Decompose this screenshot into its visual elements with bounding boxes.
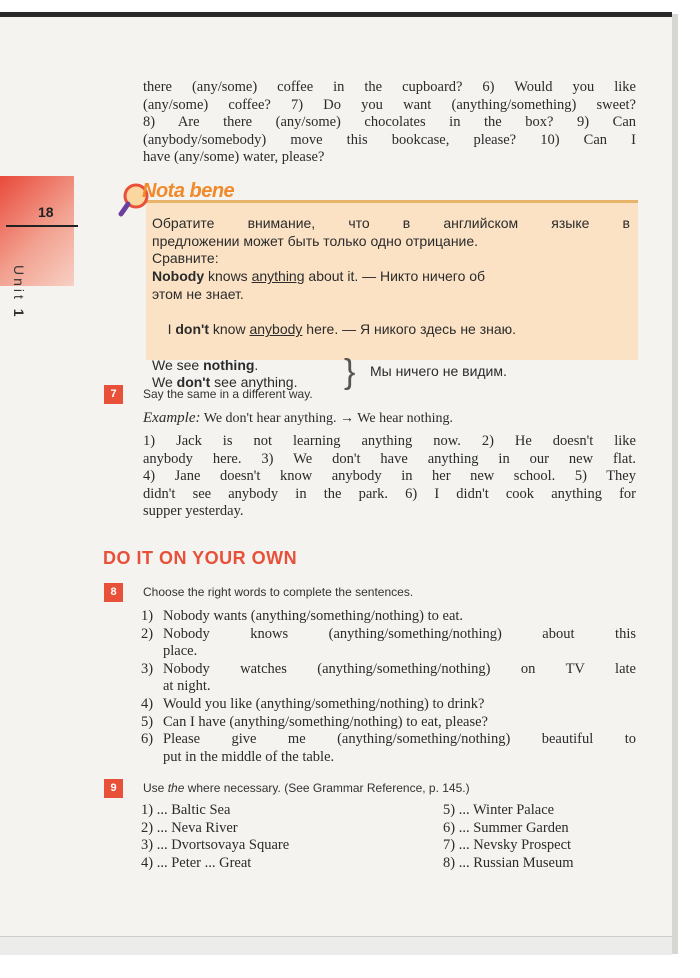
exercise-9-grid xyxy=(141,802,636,872)
text-line: have (any/some) water, please? xyxy=(143,149,325,165)
grid-row xyxy=(141,855,636,873)
exercise-8-list xyxy=(141,608,636,766)
word: внимание, xyxy=(247,215,316,231)
text: here. — Я никого здесь не знаю. xyxy=(302,321,517,338)
unit-number: 1 xyxy=(11,308,27,320)
brace-symbol: } xyxy=(344,352,356,391)
italic-word: the xyxy=(167,781,185,795)
text: I xyxy=(167,321,176,338)
text-line: didn't see anybody in the park. 6) I didn't cook anything for xyxy=(143,485,636,502)
item-number: 5) xyxy=(141,713,154,730)
text-line: there (any/some) coffee in the cupboard? 6) Would you like xyxy=(143,79,636,95)
text-line: (any/some) coffee? 7) Do you want (anything/something) sweet? xyxy=(143,96,636,113)
grid-item: 4) ... Peter ... Great xyxy=(141,854,252,871)
grid-row xyxy=(141,820,636,838)
exercise-8-instruction: Choose the right words to complete the sentences. xyxy=(143,585,414,599)
nota-bene-example-1-cont: этом не знает. xyxy=(152,285,244,302)
item-number: 2) xyxy=(141,625,154,642)
item-number: 1) xyxy=(141,608,154,624)
right-edge xyxy=(672,14,678,954)
word: английском xyxy=(443,215,519,231)
grid-item: 5) ... Winter Palace xyxy=(443,802,555,818)
side-tab-rule xyxy=(6,225,78,227)
item-text: Please give me (anything/something/nothing) beautiful to xyxy=(163,731,636,748)
bold-word: don't xyxy=(175,321,209,338)
text: Use xyxy=(143,781,168,795)
exercise-7-number: 7 xyxy=(104,385,123,404)
list-item-cont xyxy=(141,749,636,767)
underlined-word: anybody xyxy=(249,321,303,338)
example-label: Example: xyxy=(143,410,201,426)
grid-row xyxy=(141,837,636,855)
section-title: DO IT ON YOUR OWN xyxy=(103,548,298,568)
underlined-word: anything xyxy=(251,268,305,285)
grid-item: 7) ... Nevsky Prospect xyxy=(443,837,572,854)
grid-item: 1) ... Baltic Sea xyxy=(141,802,231,818)
bold-word: Nobody xyxy=(152,268,205,285)
nota-bene-line-2: предложении может быть только одно отрицание. xyxy=(152,232,479,249)
list-item xyxy=(141,626,636,644)
page-number: 18 xyxy=(38,204,54,220)
item-text: Nobody watches (anything/something/nothing) on TV late xyxy=(163,660,636,677)
top-edge xyxy=(0,12,672,17)
word: Обратите xyxy=(152,215,215,231)
grid-row xyxy=(141,802,636,820)
exercise-7-instruction: Say the same in a different way. xyxy=(143,387,313,401)
text: We see xyxy=(152,356,204,373)
list-item xyxy=(141,731,636,749)
text-line: 8) Are there (any/some) chocolates in the box? 9) Can xyxy=(143,114,636,130)
exercise-9-instruction xyxy=(143,781,470,795)
text: We xyxy=(152,374,177,391)
text-line: 4) Jane doesn't know anybody in her new school. 5) They xyxy=(143,468,636,484)
list-item xyxy=(141,714,636,732)
exercise-9-number: 9 xyxy=(104,779,123,798)
item-text-cont: put in the middle of the table. xyxy=(163,748,335,765)
grid-item: 6) ... Summer Garden xyxy=(443,819,569,836)
text: know xyxy=(209,321,250,338)
item-number: 4) xyxy=(141,695,154,712)
grid-item: 8) ... Russian Museum xyxy=(443,854,574,871)
text: see anything. xyxy=(210,374,298,391)
word: что xyxy=(348,215,370,231)
item-text: Nobody knows (anything/something/nothing) about this xyxy=(163,625,636,642)
text: where necessary. (See Grammar Reference, p. 145.) xyxy=(184,781,470,795)
nota-bene-box xyxy=(146,200,638,391)
exercise-8-number: 8 xyxy=(104,583,123,602)
exercise-7-example xyxy=(143,410,453,427)
bold-word: nothing xyxy=(203,356,255,373)
nota-bene-example-1 xyxy=(152,268,630,286)
text-line: supper yesterday. xyxy=(143,503,244,519)
unit-label xyxy=(11,265,27,320)
grid-item: 3) ... Dvortsovaya Square xyxy=(141,837,290,854)
text-line: anybody here. 3) We don't have anything in our new flat. xyxy=(143,450,636,467)
list-item xyxy=(141,608,636,626)
list-item xyxy=(141,661,636,679)
item-text: Can I have (anything/something/nothing) to eat, please? xyxy=(163,713,488,730)
text: about it. — Никто ничего об xyxy=(304,268,486,285)
item-text-cont: place. xyxy=(163,643,198,660)
nota-bene-translation: Мы ничего не видим. xyxy=(370,362,507,379)
word: в xyxy=(622,215,630,231)
text-line: (anybody/somebody) move this bookcase, please? 10) Can I xyxy=(143,131,636,148)
text-line: 1) Jack is not learning anything now. 2) He doesn't like xyxy=(143,433,636,449)
list-item-cont xyxy=(141,643,636,661)
item-number: 6) xyxy=(141,731,154,748)
text: knows xyxy=(204,268,252,285)
list-item-cont xyxy=(141,678,636,696)
continuation-text xyxy=(143,79,636,167)
item-text: Would you like (anything/something/nothing) to drink? xyxy=(163,695,485,712)
text: . xyxy=(254,356,259,373)
item-text-cont: at night. xyxy=(163,678,211,695)
item-text: Nobody wants (anything/something/nothing) to eat. xyxy=(163,608,464,624)
nota-bene-line-3: Сравните: xyxy=(152,250,219,267)
nota-bene-title: Nota bene xyxy=(142,180,235,202)
list-item xyxy=(141,696,636,714)
exercise-7-text xyxy=(143,433,636,521)
item-number: 3) xyxy=(141,660,154,677)
bottom-edge xyxy=(0,936,672,955)
nota-bene-example-2 xyxy=(152,304,630,357)
grid-item: 2) ... Neva River xyxy=(141,819,238,836)
example-text: We don't hear anything. → We hear nothing. xyxy=(200,411,453,426)
bold-word: don't xyxy=(176,374,211,391)
word: в xyxy=(402,215,411,231)
unit-word: Unit xyxy=(11,265,27,302)
word: языке xyxy=(551,215,590,231)
